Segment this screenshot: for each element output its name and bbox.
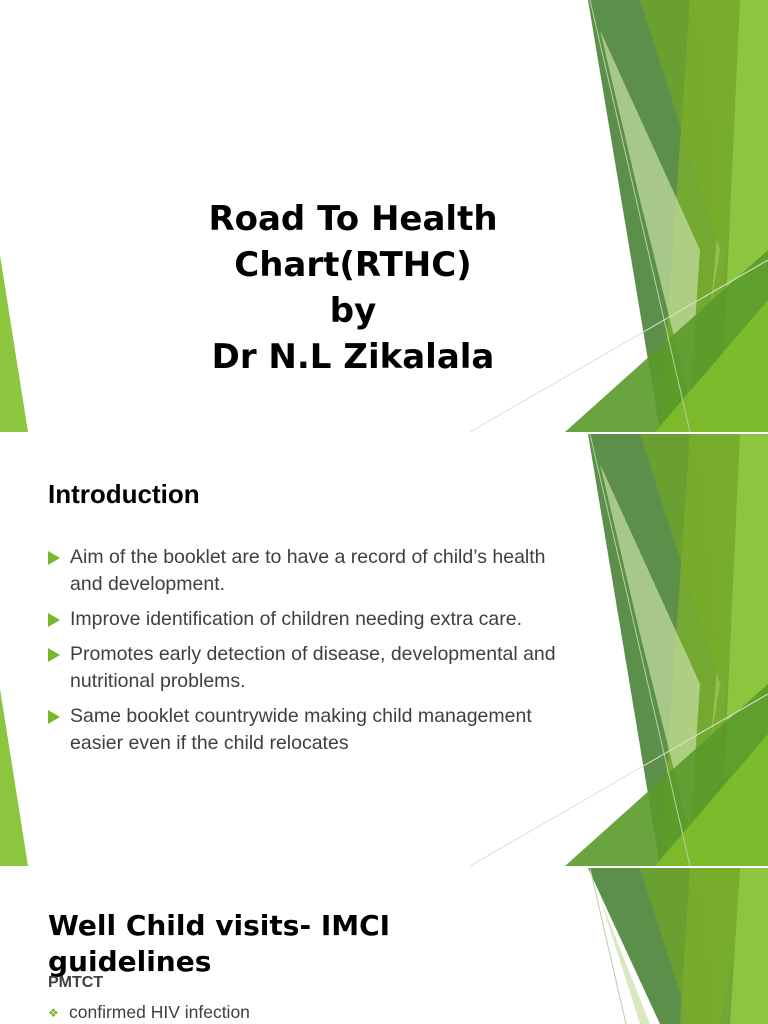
bullet-text: confirmed HIV infection xyxy=(69,1002,250,1022)
triangle-bullet-icon xyxy=(48,613,60,627)
title-line: Road To Health xyxy=(208,199,498,239)
list-item xyxy=(48,544,568,598)
triangle-bullet-icon xyxy=(48,551,60,565)
bullet-text: Same booklet countrywide making child management easier even if the child relocates xyxy=(70,705,532,754)
slide-heading: Well Child visits- IMCI guidelines xyxy=(48,909,391,978)
diamond-bullet-icon: ❖ xyxy=(48,1006,59,1020)
slide-heading: Introduction xyxy=(48,479,200,509)
bullet-text: Promotes early detection of disease, developmental and nutritional problems. xyxy=(70,643,556,692)
title-line: Chart(RTHC) xyxy=(234,245,472,285)
bullet-text: Aim of the booklet are to have a record of child’s health and development. xyxy=(70,546,546,595)
title-line: Dr N.L Zikalala xyxy=(211,337,495,377)
section-label: PMTCT xyxy=(48,974,104,991)
list-item xyxy=(48,1002,250,1023)
well-child-slide xyxy=(0,868,768,1024)
title-slide xyxy=(0,0,768,432)
bullet-list xyxy=(48,544,568,765)
bullet-text: Improve identification of children needing extra care. xyxy=(70,608,523,630)
triangle-bullet-icon xyxy=(48,710,60,724)
list-item xyxy=(48,703,568,757)
list-item xyxy=(48,641,568,695)
introduction-slide xyxy=(0,434,768,866)
slide-title xyxy=(150,196,556,380)
list-item xyxy=(48,606,568,633)
title-line: by xyxy=(329,291,377,331)
triangle-bullet-icon xyxy=(48,648,60,662)
